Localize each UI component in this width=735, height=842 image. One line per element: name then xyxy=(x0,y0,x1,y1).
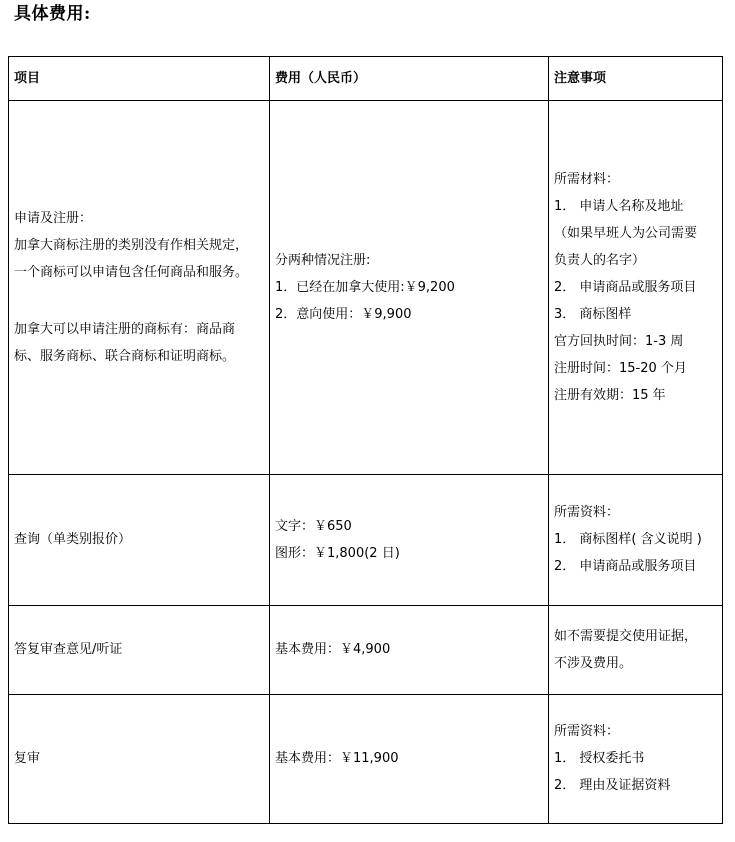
header-fee: 费用（人民币） xyxy=(270,57,549,101)
notes-line: 不涉及费用。 xyxy=(554,655,633,671)
notes-line: 注册时间：15-20 个月 xyxy=(554,360,687,376)
item-line: 加拿大可以申请注册的商标有：商品商 xyxy=(14,321,236,337)
notes-line: 所需资料： xyxy=(554,724,620,739)
item-line: 申请及注册： xyxy=(14,210,93,226)
notes-line: 负责人的名字） xyxy=(554,252,646,268)
item-line: 标、服务商标、联合商标和证明商标。 xyxy=(14,348,236,364)
notes-line: 如不需要提交使用证据， xyxy=(554,628,698,644)
page-title: 具体费用: xyxy=(14,4,91,24)
notes-cell xyxy=(549,695,723,824)
table-row xyxy=(9,606,723,695)
header-item: 项目 xyxy=(9,57,270,101)
notes-line: 3． 商标图样 xyxy=(554,306,632,322)
notes-line: 注册有效期：15 年 xyxy=(554,387,666,403)
table-row xyxy=(9,695,723,824)
notes-line: 2． 申请商品或服务项目 xyxy=(554,279,697,295)
table-header-row xyxy=(9,57,723,101)
notes-cell xyxy=(549,101,723,475)
item-line: 查询（单类别报价） xyxy=(14,532,132,547)
fee-line: 1．已经在加拿大使用:￥9,200 xyxy=(275,279,455,295)
item-line: 答复审查意见/听证 xyxy=(14,642,123,657)
notes-cell xyxy=(549,606,723,695)
notes-line: 所需材料： xyxy=(554,171,620,187)
fee-line: 分两种情况注册: xyxy=(275,252,371,268)
fee-line: 基本费用：￥11,900 xyxy=(275,751,399,766)
fee-line: 基本费用：￥4,900 xyxy=(275,642,391,657)
item-cell xyxy=(9,475,270,606)
fee-cell xyxy=(270,101,549,475)
item-cell xyxy=(9,695,270,824)
item-line: 复审 xyxy=(14,751,41,766)
header-notes: 注意事项 xyxy=(549,57,723,101)
notes-line: （如果早班人为公司需要 xyxy=(554,225,698,241)
notes-line: 所需资料： xyxy=(554,505,620,520)
notes-line: 1． 申请人名称及地址 xyxy=(554,198,684,214)
notes-cell xyxy=(549,475,723,606)
table-row xyxy=(9,101,723,475)
fee-table xyxy=(8,56,723,824)
fee-line: 图形：￥1,800(2 日) xyxy=(275,545,400,561)
fee-cell xyxy=(270,475,549,606)
item-line: 加拿大商标注册的类别没有作相关规定， xyxy=(14,237,249,253)
fee-line: 2．意向使用：￥9,900 xyxy=(275,306,412,322)
notes-line: 2． 理由及证据资料 xyxy=(554,778,671,793)
item-line: 一个商标可以申请包含任何商品和服务。 xyxy=(14,264,249,280)
notes-line: 1． 商标图样( 含义说明 ) xyxy=(554,532,702,547)
fee-cell xyxy=(270,695,549,824)
item-cell xyxy=(9,606,270,695)
notes-line: 2． 申请商品或服务项目 xyxy=(554,559,697,574)
spacer xyxy=(14,292,269,322)
fee-line: 文字：￥650 xyxy=(275,518,352,534)
fee-cell xyxy=(270,606,549,695)
item-cell xyxy=(9,101,270,475)
notes-line: 1． 授权委托书 xyxy=(554,751,645,766)
notes-line: 官方回执时间：1-3 周 xyxy=(554,333,684,349)
table-row xyxy=(9,475,723,606)
